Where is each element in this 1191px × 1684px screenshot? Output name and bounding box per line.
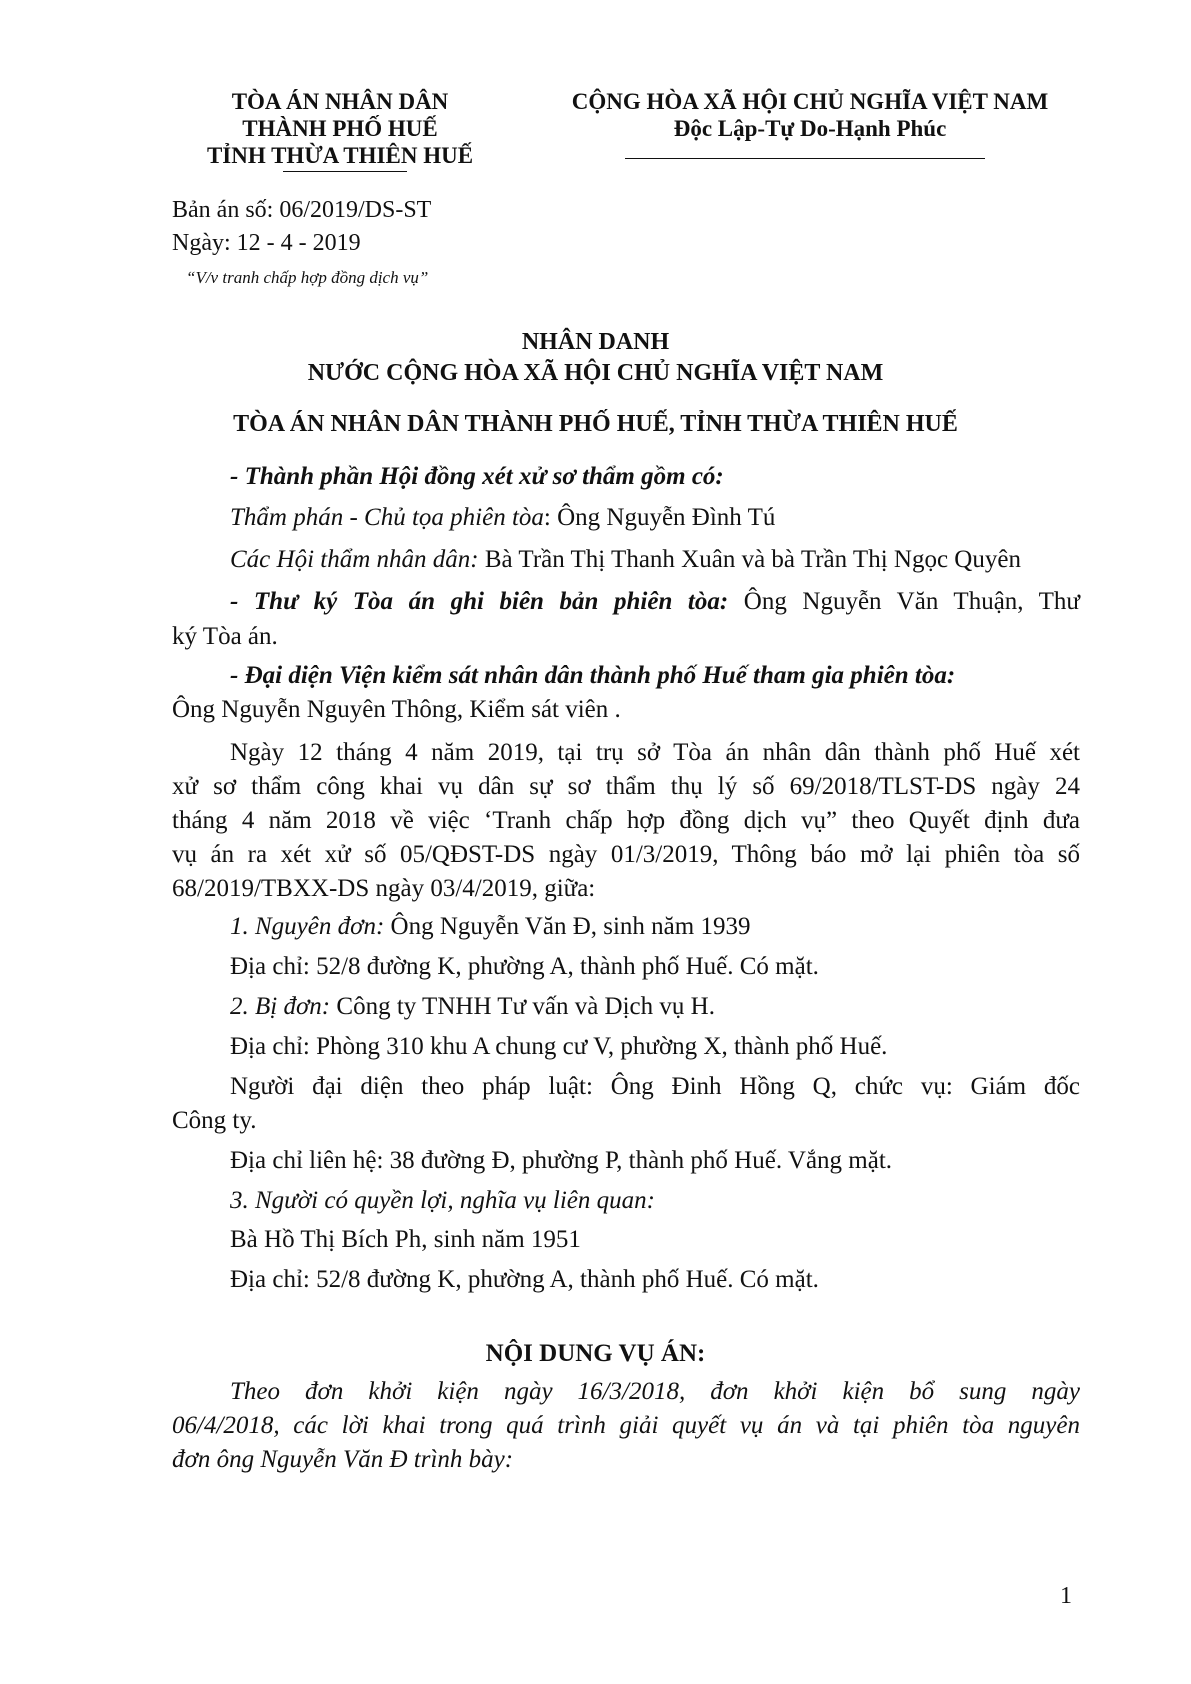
- assessors-value: Bà Trần Thị Thanh Xuân và bà Trần Thị Ngọc Quyên: [478, 546, 1021, 573]
- clerk-line: [230, 587, 1080, 617]
- defendant-value: Công ty TNHH Tư vấn và Dịch vụ H.: [330, 993, 715, 1020]
- content-line-1: Theo đơn khởi kiện ngày 16/3/2018, đơn khởi kiện bổ sung ngày: [230, 1378, 1080, 1405]
- case-subject: “V/v tranh chấp hợp đồng dịch vụ”: [186, 268, 429, 287]
- court-header: [160, 88, 520, 169]
- case-date: Ngày: 12 - 4 - 2019: [172, 230, 361, 256]
- nation-motto: Độc Lập-Tự Do-Hạnh Phúc: [673, 116, 947, 141]
- procuracy-label: - Đại diện Viện kiểm sát nhân dân thành phố Huế tham gia phiên tòa:: [230, 662, 956, 689]
- plaintiff-address: Địa chỉ: 52/8 đường K, phường A, thành phố Huế. Có mặt.: [230, 953, 819, 980]
- representative-cont: Công ty.: [172, 1107, 257, 1134]
- representative-line: Người đại diện theo pháp luật: Ông Đinh Hồng Q, chức vụ: Giám đốc: [230, 1073, 1080, 1100]
- court-header-underline: [283, 171, 407, 172]
- hearing-line-4: vụ án ra xét xử số 05/QĐST-DS ngày 01/3/2019, Thông báo mở lại phiên tòa số: [172, 841, 1080, 868]
- case-number: Bản án số: 06/2019/DS-ST: [172, 197, 432, 223]
- content-line-2: 06/4/2018, các lời khai trong quá trình giải quyết vụ án và tại phiên tòa nguyên: [172, 1412, 1080, 1439]
- hearing-line-3: tháng 4 năm 2018 về việc ‘Tranh chấp hợp đồng dịch vụ” theo Quyết định đưa: [172, 807, 1080, 834]
- related-address: Địa chỉ: 52/8 đường K, phường A, thành phố Huế. Có mặt.: [230, 1266, 819, 1293]
- clerk-label: - Thư ký Tòa án ghi biên bản phiên tòa:: [230, 588, 729, 615]
- related-label: 3. Người có quyền lợi, nghĩa vụ liên quan:: [230, 1187, 655, 1214]
- nation-header-underline: [625, 158, 985, 159]
- judge-label: Thẩm phán - Chủ tọa phiên tòa: [230, 504, 544, 531]
- panel-heading: - Thành phần Hội đồng xét xử sơ thẩm gồm có:: [230, 463, 724, 490]
- defendant-label: 2. Bị đơn:: [230, 993, 331, 1020]
- content-line-3: đơn ông Nguyễn Văn Đ trình bày:: [172, 1446, 514, 1473]
- assessors-label: Các Hội thẩm nhân dân:: [230, 546, 479, 573]
- judge-value: : Ông Nguyễn Đình Tú: [543, 504, 776, 531]
- plaintiff-value: Ông Nguyễn Văn Đ, sinh năm 1939: [384, 913, 751, 940]
- content-heading: NỘI DUNG VỤ ÁN:: [485, 1340, 706, 1367]
- defendant-line: [230, 992, 715, 1022]
- clerk-line-cont: ký Tòa án.: [172, 623, 278, 650]
- court-line-2: THÀNH PHỐ HUẾ: [242, 116, 438, 141]
- court-line-1: TÒA ÁN NHÂN DÂN: [231, 89, 449, 114]
- plaintiff-label: 1. Nguyên đơn:: [230, 913, 385, 940]
- page-number: 1: [1060, 1583, 1072, 1609]
- plaintiff-line: [230, 912, 750, 942]
- related-person: Bà Hồ Thị Bích Ph, sinh năm 1951: [230, 1226, 581, 1253]
- contact-address: Địa chỉ liên hệ: 38 đường Đ, phường P, thành phố Huế. Vắng mặt.: [230, 1147, 893, 1174]
- court-line-3: TỈNH THỪA THIÊN HUẾ: [206, 143, 474, 168]
- nation-name: CỘNG HÒA XÃ HỘI CHỦ NGHĨA VIỆT NAM: [571, 89, 1049, 114]
- court-title: TÒA ÁN NHÂN DÂN THÀNH PHỐ HUẾ, TỈNH THỪA THIÊN HUẾ: [233, 411, 958, 437]
- hearing-line-2: xử sơ thẩm công khai vụ dân sự sơ thẩm thụ lý số 69/2018/TLST-DS ngày 24: [172, 773, 1080, 800]
- defendant-address: Địa chỉ: Phòng 310 khu A chung cư V, phường X, thành phố Huế.: [230, 1033, 888, 1060]
- hearing-line-5: 68/2019/TBXX-DS ngày 03/4/2019, giữa:: [172, 875, 596, 902]
- nation-title: NƯỚC CỘNG HÒA XÃ HỘI CHỦ NGHĨA VIỆT NAM: [307, 360, 884, 386]
- judge-line: [230, 503, 775, 533]
- assessors-line: [230, 545, 1021, 575]
- clerk-value: Ông Nguyễn Văn Thuận, Thư: [728, 588, 1080, 615]
- nation-header: [540, 88, 1080, 142]
- hearing-line-1: Ngày 12 tháng 4 năm 2019, tại trụ sở Tòa án nhân dân thành phố Huế xét: [230, 739, 1080, 766]
- in-name-title: NHÂN DANH: [521, 329, 670, 355]
- procuracy-value: Ông Nguyễn Nguyên Thông, Kiểm sát viên .: [172, 696, 621, 723]
